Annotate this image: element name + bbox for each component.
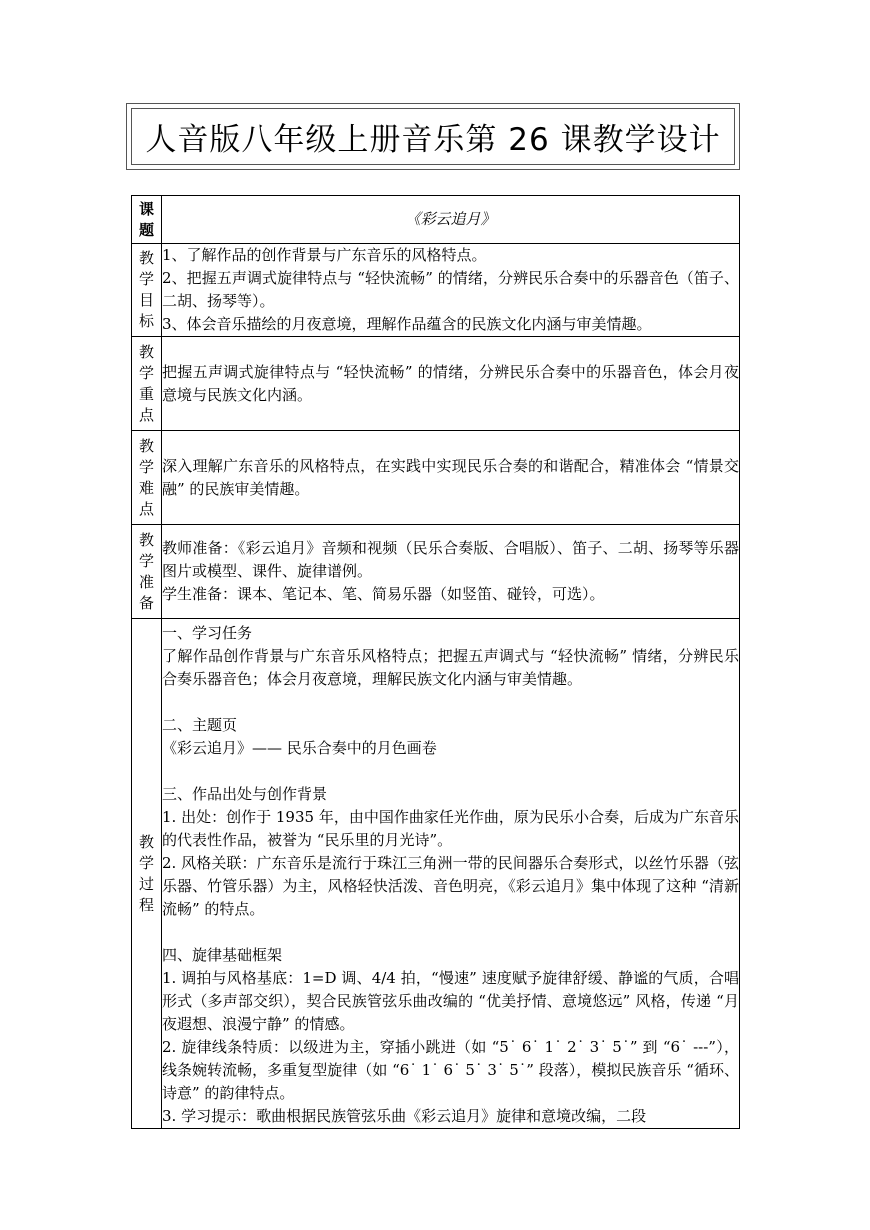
objectives-content — [162, 244, 740, 337]
page-title: 人音版八年级上册音乐第 26 课教学设计 — [145, 122, 721, 158]
row-topic — [132, 196, 740, 244]
row-difficulties — [132, 431, 740, 525]
section-heading: 四、旋律基础框架 — [162, 946, 283, 964]
section-heading: 二、主题页 — [162, 716, 238, 734]
row-key-points — [132, 337, 740, 431]
title-frame — [126, 103, 740, 170]
label-difficulties: 教学难点 — [132, 431, 162, 525]
label-key-points: 教学重点 — [132, 337, 162, 431]
label-process: 教学过程 — [132, 619, 162, 1129]
objective-item: 2、把握五声调式旋律特点与 “轻快流畅” 的情绪，分辨民乐合奏中的乐器音色（笛子、二胡、扬琴等）。 — [162, 269, 739, 310]
section-heading: 三、作品出处与创作背景 — [162, 785, 328, 803]
section-heading: 一、学习任务 — [162, 624, 253, 642]
lesson-plan-table — [131, 195, 740, 1129]
objective-item: 3、体会音乐描绘的月夜意境，理解作品蕴含的民族文化内涵与审美情趣。 — [162, 315, 652, 333]
spacer — [162, 921, 739, 944]
spacer — [162, 760, 739, 783]
teacher-preparation: 教师准备：《彩云追月》音频和视频（民乐合奏版、合唱版）、笛子、二胡、扬琴等乐器图片或模型、课件、旋律谱例。 — [162, 539, 739, 580]
section-item: 2. 旋律线条特质：以级进为主，穿插小跳进（如 “5˙ 6˙ 1˙ 2˙ 3˙ 5˙” 到 “6˙ ---”），线条婉转流畅，多重复型旋律（如 “6˙ 1˙ 6˙ 5˙ 3˙ 5˙” 段落），模拟民族音乐 “循环、诗意” 的韵律特点。 — [162, 1038, 739, 1102]
difficulties-content: 深入理解广东音乐的风格特点，在实践中实现民乐合奏的和谐配合，精准体会 “情景交融” 的民族审美情趣。 — [162, 431, 740, 525]
label-preparation: 教学准备 — [132, 525, 162, 619]
section-item: 3. 学习提示：歌曲根据民族管弦乐曲《彩云追月》旋律和意境改编，二段 — [162, 1107, 647, 1125]
section-item: 2. 风格关联：广东音乐是流行于珠江三角洲一带的民间器乐合奏形式，以丝竹乐器（弦乐器、竹管乐器）为主，风格轻快活泼、音色明亮，《彩云追月》集中体现了这种 “清新流畅” 的特点。 — [162, 854, 739, 918]
row-objectives — [132, 244, 740, 337]
topic-value: 《彩云追月》 — [162, 196, 740, 244]
objective-item: 1、了解作品的创作背景与广东音乐的风格特点。 — [162, 246, 487, 264]
section-item: 1. 出处：创作于 1935 年，由中国作曲家任光作曲，原为民乐小合奏，后成为广东音乐的代表性作品，被誉为 “民乐里的月光诗”。 — [162, 808, 739, 849]
title-inner-frame — [131, 108, 735, 165]
key-points-content: 把握五声调式旋律特点与 “轻快流畅” 的情绪，分辨民乐合奏中的乐器音色，体会月夜意境与民族文化内涵。 — [162, 337, 740, 431]
process-content — [162, 619, 740, 1129]
preparation-content — [162, 525, 740, 619]
spacer — [162, 691, 739, 714]
section-text: 《彩云追月》—— 民乐合奏中的月色画卷 — [162, 739, 437, 757]
row-preparation — [132, 525, 740, 619]
student-preparation: 学生准备：课本、笔记本、笔、简易乐器（如竖笛、碰铃，可选）。 — [162, 585, 605, 603]
label-topic: 课题 — [132, 196, 162, 244]
section-text: 了解作品创作背景与广东音乐风格特点；把握五声调式与 “轻快流畅” 情绪，分辨民乐合奏乐器音色；体会月夜意境，理解民族文化内涵与审美情趣。 — [162, 647, 739, 688]
row-process — [132, 619, 740, 1129]
section-item: 1. 调拍与风格基底：1=D 调、4/4 拍，“慢速” 速度赋予旋律舒缓、静谧的气质，合唱形式（多声部交织），契合民族管弦乐曲改编的 “优美抒情、意境悠远” 风格，传递 “月夜遐想、浪漫宁静” 的情感。 — [162, 969, 739, 1033]
label-objectives: 教学目标 — [132, 244, 162, 337]
